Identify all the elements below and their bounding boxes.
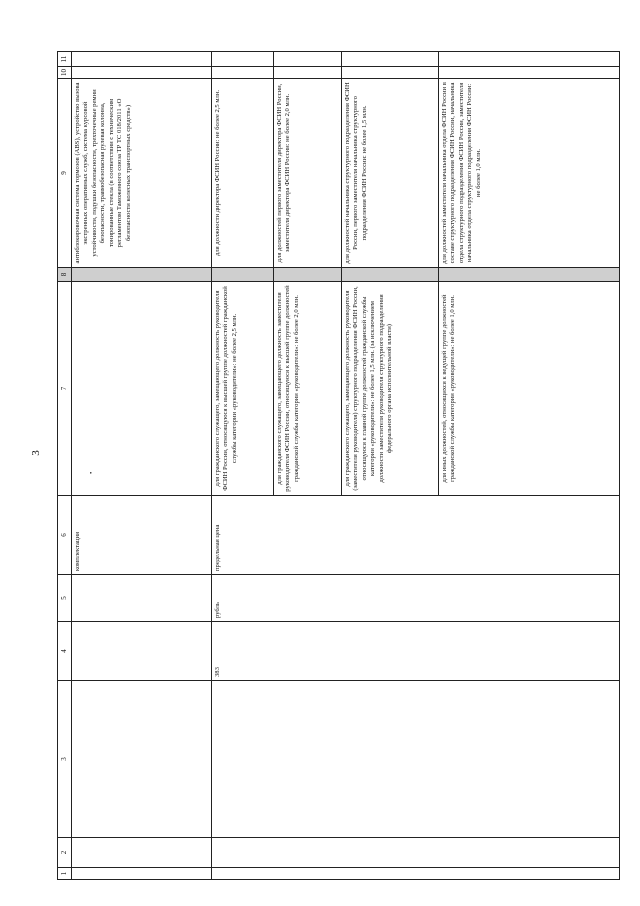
column-number: 8 (58, 268, 72, 282)
column-number: 3 (58, 681, 72, 838)
table-row (212, 52, 274, 880)
column-number: 11 (58, 52, 72, 67)
limit-category-text: для иных должностей, относящихся к ведущей группе должностей гражданской службы категории «руководители»: не более 1,0 млн. (439, 282, 620, 496)
column-number: 7 (58, 282, 72, 496)
position-limit-text: для должностей первого заместителя директора ФСИН России, заместителя директора ФСИН России: не более 2,0 млн. (274, 79, 342, 268)
column-number: 2 (58, 838, 72, 868)
column-number: 1 (58, 868, 72, 880)
bullet-mark: • (88, 471, 95, 474)
document-sheet (57, 52, 620, 880)
requirements-table (57, 51, 620, 880)
characteristic-value: антиблокировочная система тормозов (ABS), устройство вызова экстренных оперативных служб, система курсовой устойчивости, подушки безопасности, трехточечные ремни безопасности, травмобезопасная рулевая колонна, тонированные стекла (в соответствии с техническим регламентом Таможенного союза ТР ТС 018/2011 «О безопасности колесных транспортных средств») (72, 79, 212, 268)
page-number: 3 (30, 450, 42, 456)
table-row (72, 52, 212, 880)
characteristic-name: комплектация (72, 496, 212, 575)
limit-category-text: для гражданского служащего, замещающего должность руководителя (заместителя руководителя) структурного подразделения ФСИН России, относящуюся к главной группе должностей гражданской службы категории «руководители»: не более 1,5 млн. (за исключением должности заместителя руководителя структурного подразделения федерального органа исполнительной власти) (342, 282, 439, 496)
position-limit-text: для должности директора ФСИН России: не более 2,5 млн. (212, 79, 274, 268)
position-limit-text: для должностей начальника структурного подразделения ФСИН России, первого заместителя начальника структурного подразделения ФСИН России: не более 1,5 млн. (342, 79, 439, 268)
limit-category-text: для гражданского служащего, замещающего должность руководителя ФСИН России, относящуюся к высшей группе должностей гражданской службы категории «руководители»: не более 2,5 млн. (212, 282, 274, 496)
rotated-table-container (57, 52, 620, 880)
column-number: 9 (58, 79, 72, 268)
unit-name: рубль (212, 575, 620, 622)
position-limit-text: для должностей заместителя начальника отдела ФСИН России в составе структурного подразделения ФСИН России, начальника отдела структурного подразделения ФСИН России, заместителя начальника отдела структурного подразделения ФСИН России: не более 1,0 млн. (439, 79, 620, 268)
price-limit-label: предельная цена (212, 496, 620, 575)
column-number-row (58, 52, 72, 880)
column-number: 4 (58, 622, 72, 681)
limit-category-text: для гражданского служащего, замещающего должность заместителя руководителя ФСИН России, относящуюся к высшей группе должностей гражданской службы категории «руководители»: не более 2,0 млн. (274, 282, 342, 496)
column-number: 10 (58, 67, 72, 79)
column-number: 6 (58, 496, 72, 575)
column-number: 5 (58, 575, 72, 622)
okei-code: 383 (212, 622, 620, 681)
